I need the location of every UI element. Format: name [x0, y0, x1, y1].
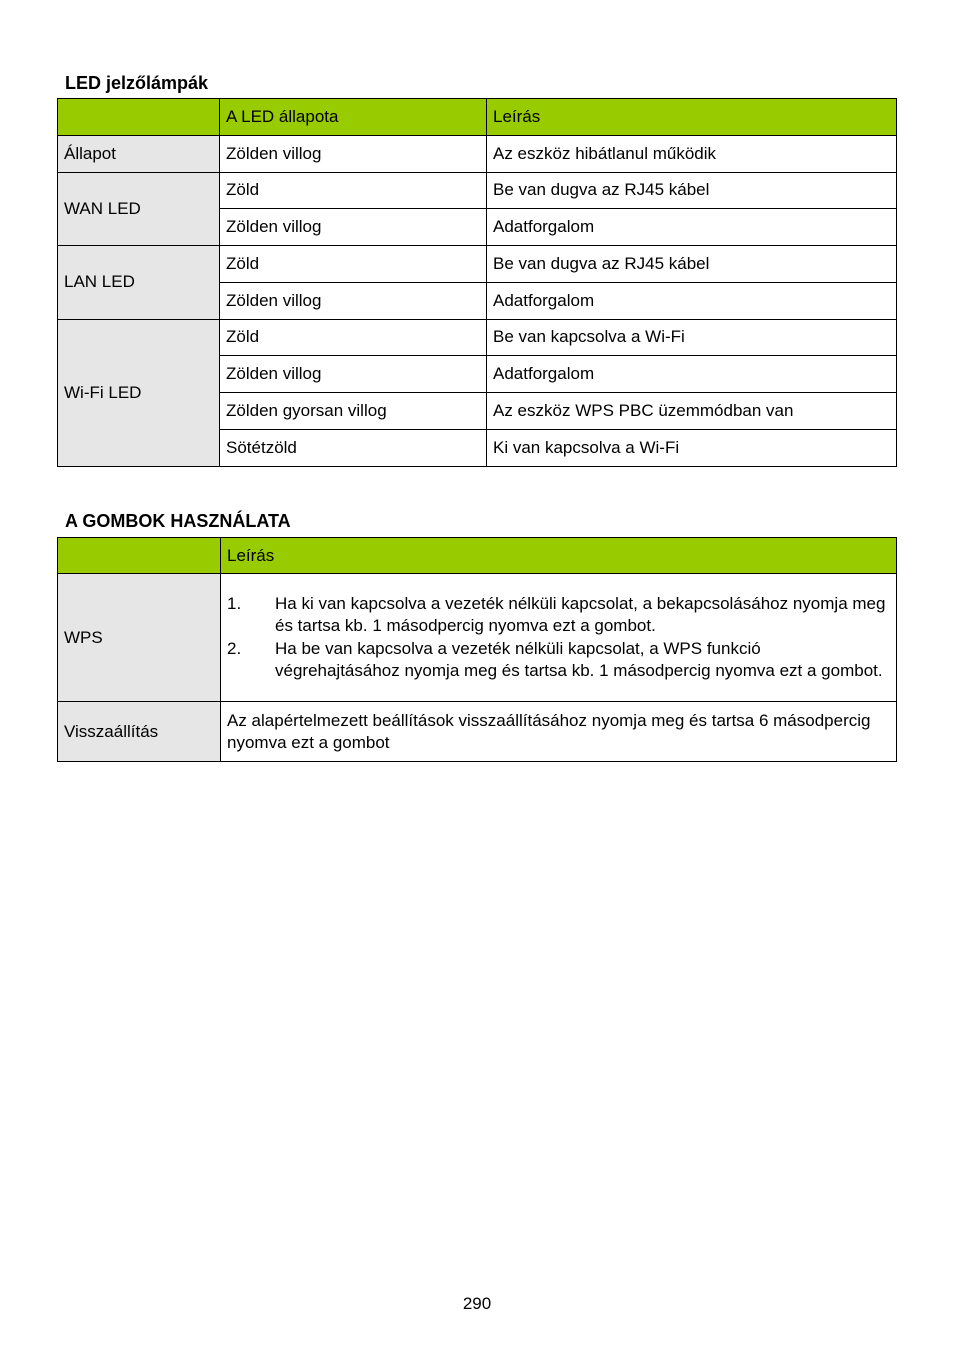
row-label-reset: Visszaállítás: [58, 702, 221, 762]
list-item: [227, 593, 890, 638]
led-description-cell: Az eszköz WPS PBC üzemmódban van: [487, 393, 897, 430]
wps-instructions-list: [227, 593, 890, 683]
led-state-cell: Zölden villog: [220, 356, 487, 393]
row-label-wps: WPS: [58, 574, 221, 702]
led-description-cell: Az eszköz hibátlanul működik: [487, 135, 897, 172]
table-header-row: [58, 538, 897, 574]
row-label-wan-led: WAN LED: [58, 172, 220, 246]
table-row: [58, 702, 897, 762]
led-description-cell: Ki van kapcsolva a Wi-Fi: [487, 429, 897, 466]
list-item-number: 2.: [227, 638, 242, 658]
page-number: 290: [462, 1294, 492, 1313]
list-item-number: 1.: [227, 593, 242, 613]
header-cell-description: Leírás: [221, 538, 897, 574]
reset-description-cell: Az alapértelmezett beállítások visszaállításához nyomja meg és tartsa 6 másodpercig nyomva ezt a gombot: [221, 702, 897, 762]
led-description-cell: Adatforgalom: [487, 282, 897, 319]
led-state-cell: Zölden villog: [220, 135, 487, 172]
table-row: [58, 574, 897, 702]
table-row: [58, 246, 897, 283]
led-section-title: LED jelzőlámpák: [65, 73, 209, 93]
led-description-cell: Be van dugva az RJ45 kábel: [487, 172, 897, 209]
table-row: [58, 135, 897, 172]
list-item-text: Ha be van kapcsolva a vezeték nélküli kapcsolat, a WPS funkció végrehajtásához nyomja meg és tartsa kb. 1 másodpercig nyomva ezt a gombot.: [275, 638, 883, 680]
header-cell-description: Leírás: [487, 99, 897, 136]
led-state-cell: Zölden villog: [220, 282, 487, 319]
header-cell-led-state: A LED állapota: [220, 99, 487, 136]
row-label-wifi-led: Wi-Fi LED: [58, 319, 220, 466]
led-description-cell: Adatforgalom: [487, 356, 897, 393]
table-row: [58, 319, 897, 356]
led-indicator-table: [57, 98, 897, 467]
led-description-cell: Be van dugva az RJ45 kábel: [487, 246, 897, 283]
buttons-section-title: A GOMBOK HASZNÁLATA: [65, 511, 291, 531]
header-cell-empty: [58, 99, 220, 136]
list-item-text: Ha ki van kapcsolva a vezeték nélküli kapcsolat, a bekapcsolásához nyomja meg és tartsa kb. 1 másodpercig nyomva ezt a gombot.: [275, 593, 886, 635]
list-item: [227, 638, 890, 683]
row-label-status: Állapot: [58, 135, 220, 172]
led-state-cell: Zöld: [220, 172, 487, 209]
led-state-cell: Zölden gyorsan villog: [220, 393, 487, 430]
header-cell-empty: [58, 538, 221, 574]
buttons-usage-table: [57, 537, 897, 762]
table-row: [58, 172, 897, 209]
led-state-cell: Zölden villog: [220, 209, 487, 246]
led-state-cell: Zöld: [220, 246, 487, 283]
row-label-lan-led: LAN LED: [58, 246, 220, 320]
led-description-cell: Be van kapcsolva a Wi-Fi: [487, 319, 897, 356]
led-description-cell: Adatforgalom: [487, 209, 897, 246]
led-state-cell: Sötétzöld: [220, 429, 487, 466]
table-header-row: [58, 99, 897, 136]
wps-description-cell: [221, 574, 897, 702]
led-state-cell: Zöld: [220, 319, 487, 356]
